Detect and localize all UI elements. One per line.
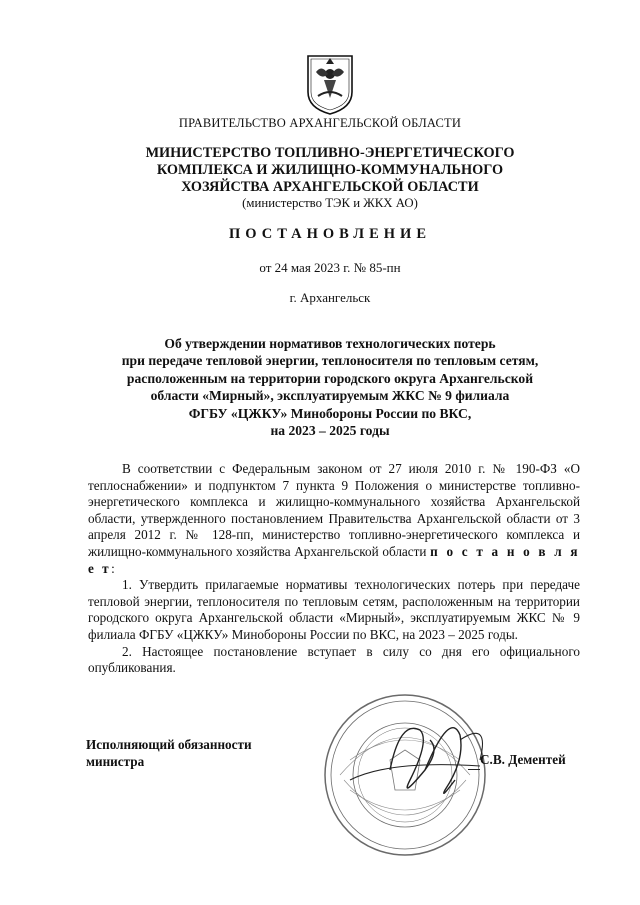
title-line: области «Мирный», эксплуатируемым ЖКС № 9 филиала: [150, 388, 510, 404]
ministry-name: [60, 145, 600, 196]
ministry-line: МИНИСТЕРСТВО ТОПЛИВНО-ЭНЕРГЕТИЧЕСКОГО: [145, 145, 515, 161]
government-name: ПРАВИТЕЛЬСТВО АРХАНГЕЛЬСКОЙ ОБЛАСТИ: [178, 116, 462, 130]
document-title: [90, 335, 570, 439]
document-body: [88, 461, 580, 677]
signature-line: [468, 769, 480, 770]
signer-position: [86, 736, 252, 770]
title-line: расположенным на территории городского округа Архангельской: [126, 370, 534, 386]
ministry-line: КОМПЛЕКСА И ЖИЛИЩНО-КОММУНАЛЬНОГО: [156, 162, 504, 178]
title-line: ФГБУ «ЦЖКУ» Минобороны России по ВКС,: [188, 405, 472, 421]
ministry-line: ХОЗЯЙСТВА АРХАНГЕЛЬСКОЙ ОБЛАСТИ: [181, 179, 479, 195]
document-type: ПОСТАНОВЛЕНИЕ: [228, 226, 431, 242]
signer-name: С.В. Дементей: [480, 752, 566, 767]
item-2: 2. Настоящее постановление вступает в силу со дня его официального опубликования.: [88, 643, 580, 676]
title-line: при передаче тепловой энергии, теплоносителя по тепловым сетям,: [121, 353, 539, 369]
preamble-text: В соответствии с Федеральным законом от 27 июля 2010 г. № 190-ФЗ «О теплоснабжении» и подпунктом 7 пункта 9 Положения о министерстве топливно-энергетического комплекса и жилищно-коммунального хозяйства Архангельской области, утвержденного постановлением Правительства Архангельской области от 3 апреля 2012 г. № 128-пп, министерство топливно-энергетического комплекса и жилищно-коммунального хозяйства Архангельской области: [88, 461, 580, 559]
item-1: 1. Утвердить прилагаемые нормативы технологических потерь при передаче тепловой энергии, теплоносителя по тепловым сетям, расположенным на территории городского округа Архангельской области «Мирный», эксплуатируемым ЖКС № 9 филиала ФГБУ «ЦЖКУ» Минобороны России по ВКС, на 2023 – 2025 годы.: [88, 577, 580, 642]
ministry-short-name: (министерство ТЭК и ЖКХ АО): [242, 196, 418, 210]
title-line: Об утверждении нормативов технологических потерь: [164, 336, 496, 351]
signer-position-line: министра: [86, 754, 145, 769]
preamble-paragraph: В соответствии с Федеральным законом от 27 июля 2010 г. № 190-ФЗ «О теплоснабжении» и подпунктом 7 пункта 9 Положения о министерстве топливно-энергетического комплекса и жилищно-коммунального хозяйства Архангельской области, утвержденного постановлением Правительства Архангельской области от 3 апреля 2012 г. № 128-пп, министерство топливно-энергетического комплекса и жилищно-коммунального хозяйства Архангельской области п о с т а н о в л я е т:: [88, 461, 581, 576]
signer-position-line: Исполняющий обязанности: [86, 737, 252, 752]
document-date-number: от 24 мая 2023 г. № 85-пн: [259, 260, 401, 275]
decree-word: п о с т а н о в л я е т: [88, 543, 581, 576]
document-city: г. Архангельск: [289, 290, 371, 305]
coat-of-arms-icon: [304, 52, 356, 116]
title-line: на 2023 – 2025 годы: [270, 423, 390, 439]
